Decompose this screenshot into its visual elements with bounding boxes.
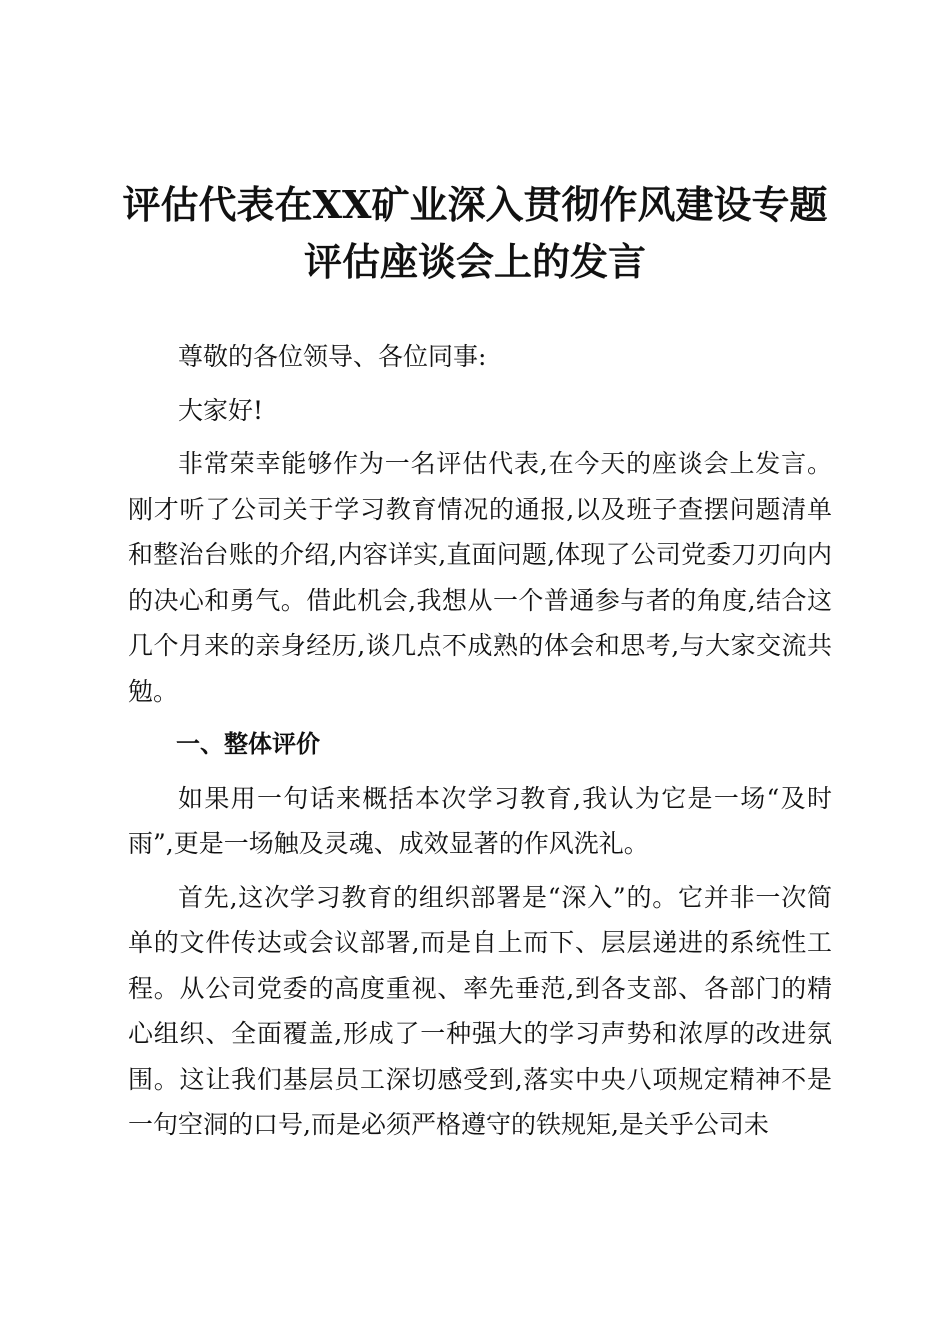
section-heading: 一、整体评价: [176, 730, 320, 758]
greeting: 大家好!: [178, 395, 264, 425]
summary-paragraph: 如果用一句话来概括本次学习教育,我认为它是一场“及时雨”,更是一场触及灵魂、成效显著的作风洗礼。: [128, 783, 832, 858]
document-title: 评估代表在XX矿业深入贯彻作风建设专题评估座谈会上的发言: [122, 182, 828, 284]
salutation: 尊敬的各位领导、各位同事:: [178, 342, 487, 371]
intro-paragraph: 非常荣幸能够作为一名评估代表,在今天的座谈会上发言。刚才听了公司关于学习教育情况的通报,以及班子查摆问题清单和整治台账的介绍,内容详实,直面问题,体现了公司党委刀刃向内的决心和勇气。借此机会,我想从一个普通参与者的角度,结合这几个月来的亲身经历,谈几点不成熟的体会和思考,与大家交流共勉。: [128, 449, 832, 706]
first-point-paragraph: 首先,这次学习教育的组织部署是“深入”的。它并非一次简单的文件传达或会议部署,而是自上而下、层层递进的系统性工程。从公司党委的高度重视、率先垂范,到各支部、各部门的精心组织、全面覆盖,形成了一种强大的学习声势和浓厚的改进氛围。这让我们基层员工深切感受到,落实中央八项规定精神不是一句空洞的口号,而是必须严格遵守的铁规矩,是关乎公司未: [128, 882, 832, 1139]
document-body: [128, 334, 832, 1156]
